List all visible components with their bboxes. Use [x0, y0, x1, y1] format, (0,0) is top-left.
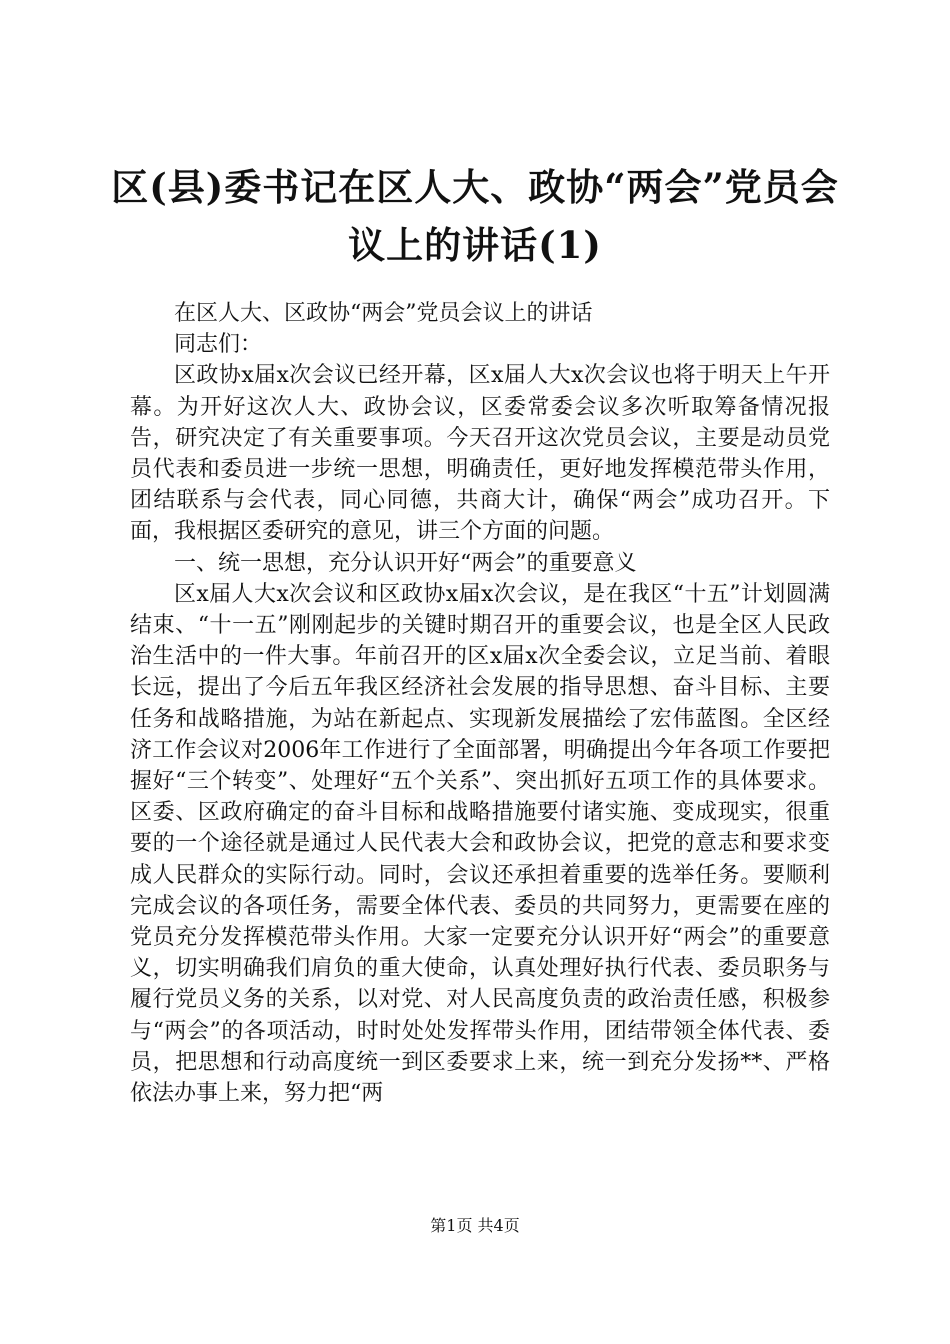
body-paragraph: 区x届人大x次会议和区政协x届x次会议，是在我区“十五”计划圆满结束、“十一五”刚刚起步的关键时期召开的重要会议，也是全区人民政治生活中的一件大事。年前召开的区x届x次全委会议，立足当前、着眼长远，提出了今后五年我区经济社会发展的指导思想、奋斗目标、主要任务和战略措施，为站在新起点、实现新发展描绘了宏伟蓝图。全区经济工作会议对2006年工作进行了全面部署，明确提出今年各项工作要把握好“三个转变”、处理好“五个关系”、突出抓好五项工作的具体要求。区委、区政府确定的奋斗目标和战略措施要付诸实施、变成现实，很重要的一个途径就是通过人民代表大会和政协会议，把党的意志和要求变成人民群众的实际行动。同时，会议还承担着重要的选举任务。要顺利完成会议的各项任务，需要全体代表、委员的共同努力，更需要在座的党员充分发挥模范带头作用。大家一定要充分认识开好“两会”的重要意义，切实明确我们肩负的重大使命，认真处理好执行代表、委员职务与履行党员义务的关系，以对党、对人民高度负责的政治责任感，积极参与“两会”的各项活动，时时处处发挥带头作用，团结带领全体代表、委员，把思想和行动高度统一到区委要求上来，统一到充分发扬**、严格依法办事上来，努力把“两	[130, 581, 830, 1107]
salutation: 同志们：	[174, 332, 263, 358]
body-paragraph: 区政协x届x次会议已经开幕，区x届人大x次会议也将于明天上午开幕。为开好这次人大、政协会议，区委常委会议多次听取筹备情况报告，研究决定了有关重要事项。今天召开这次党员会议，主要是动员党员代表和委员进一步统一思想，明确责任，更好地发挥模范带头作用，团结联系与会代表，同心同德，共商大计，确保“两会”成功召开。下面，我根据区委研究的意见，讲三个方面的问题。	[130, 363, 830, 545]
document-body	[130, 298, 830, 1109]
page-footer: 第1页 共4页	[430, 1216, 520, 1235]
document-title: 区(县)委书记在区人大、政协“两会”党员会议上的讲话(1)	[111, 165, 839, 267]
speech-heading: 在区人大、区政协“两会”党员会议上的讲话	[174, 301, 593, 326]
section-heading: 一、统一思想，充分认识开好“两会”的重要意义	[174, 550, 637, 576]
